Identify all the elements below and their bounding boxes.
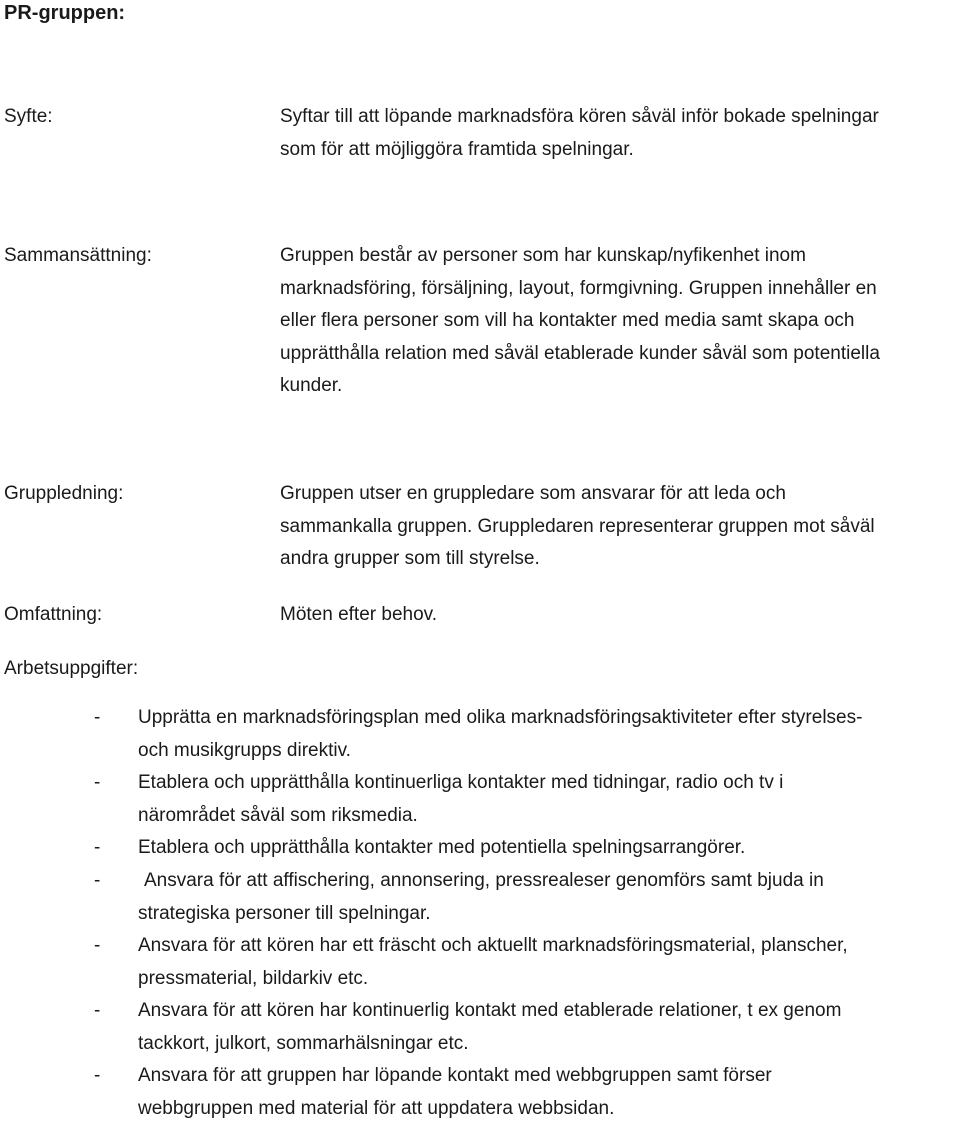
list-item xyxy=(0,832,960,865)
syfte-line: Syftar till att löpande marknadsföra kören såväl inför bokade spelningar xyxy=(280,106,879,127)
bullet-dash: - xyxy=(94,772,101,793)
sammansattning-line: marknadsföring, försäljning, layout, formgivning. Gruppen innehåller en xyxy=(280,277,877,299)
gruppledning-text xyxy=(280,478,960,576)
sammansattning-line: eller flera personer som vill ha kontakter med media samt skapa och xyxy=(280,310,855,331)
bullet-dash: - xyxy=(94,935,101,956)
task-text xyxy=(138,767,783,832)
bullet-dash: - xyxy=(94,837,101,858)
sammansattning-line: Gruppen består av personer som har kunskap/nyfikenhet inom xyxy=(280,245,806,266)
omfattning-line: Möten efter behov. xyxy=(280,604,438,625)
syfte-text xyxy=(280,101,960,166)
sammansattning-line: kunder. xyxy=(280,375,343,396)
sammansattning-line: upprätthålla relation med såväl etablerade kunder såväl som potentiella xyxy=(280,342,880,364)
gruppledning-line: sammankalla gruppen. Gruppledaren representerar gruppen mot såväl xyxy=(280,515,875,537)
bullet-dash: - xyxy=(94,870,101,891)
sammansattning-text xyxy=(280,240,960,403)
gruppledning-line: Gruppen utser en gruppledare som ansvarar för att leda och xyxy=(280,483,786,504)
task-line: Ansvara för att affischering, annonsering, pressrealeser genomförs samt bjuda in xyxy=(144,870,824,891)
task-line: och musikgrupps direktiv. xyxy=(138,739,351,761)
task-list xyxy=(0,702,960,1125)
page-title: PR-gruppen: xyxy=(4,2,126,24)
syfte-line: som för att möjliggöra framtida spelningar. xyxy=(280,138,634,160)
task-line: pressmaterial, bildarkiv etc. xyxy=(138,967,369,989)
task-line: Etablera och upprätthålla kontinuerliga kontakter med tidningar, radio och tv i xyxy=(138,772,784,793)
list-item xyxy=(0,767,960,832)
task-line: webbgruppen med material för att uppdatera webbsidan. xyxy=(138,1097,615,1119)
bullet-dash: - xyxy=(94,707,101,728)
task-text xyxy=(138,995,841,1060)
gruppledning-label: Gruppledning: xyxy=(4,483,124,504)
task-text xyxy=(138,702,862,767)
list-item xyxy=(0,1060,960,1125)
bullet-dash: - xyxy=(94,1000,101,1021)
task-text xyxy=(138,1060,772,1125)
task-line: Ansvara för att kören har ett fräscht och aktuellt marknadsföringsmaterial, planscher, xyxy=(138,935,848,956)
task-line: Upprätta en marknadsföringsplan med olika marknadsföringsaktiviteter efter styrelses- xyxy=(138,707,863,728)
list-item xyxy=(0,930,960,995)
bullet-dash: - xyxy=(94,1065,101,1086)
omfattning-text xyxy=(280,599,960,632)
gruppledning-line: andra grupper som till styrelse. xyxy=(280,548,540,569)
task-line: Ansvara för att gruppen har löpande kontakt med webbgruppen samt förser xyxy=(138,1065,772,1086)
list-item xyxy=(0,702,960,767)
list-item xyxy=(0,865,960,930)
task-line: Etablera och upprätthålla kontakter med potentiella spelningsarrangörer. xyxy=(138,837,746,858)
task-line: strategiska personer till spelningar. xyxy=(138,902,431,924)
syfte-label: Syfte: xyxy=(4,106,53,127)
task-line: tackkort, julkort, sommarhälsningar etc. xyxy=(138,1032,469,1054)
task-line: Ansvara för att kören har kontinuerlig kontakt med etablerade relationer, t ex genom xyxy=(138,1000,842,1021)
list-item xyxy=(0,995,960,1060)
sammansattning-label: Sammansättning: xyxy=(4,245,152,266)
task-line: närområdet såväl som riksmedia. xyxy=(138,804,418,826)
task-text xyxy=(138,930,848,995)
task-text xyxy=(138,865,824,930)
arbetsuppgifter-label: Arbetsuppgifter: xyxy=(4,658,139,679)
task-text xyxy=(138,832,745,865)
omfattning-label: Omfattning: xyxy=(4,604,103,625)
